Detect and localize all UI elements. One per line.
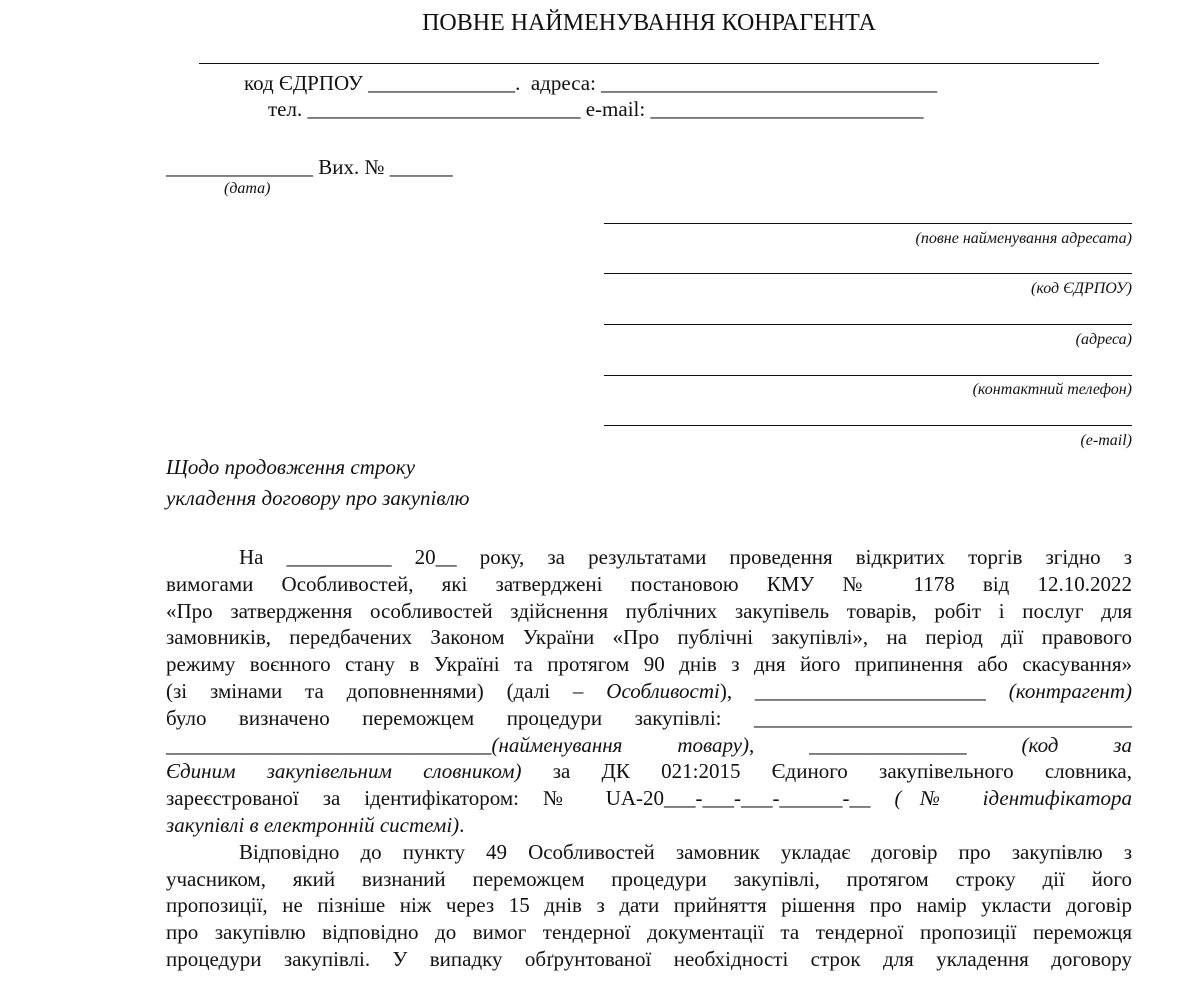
subject-line-1: Щодо продовження строку	[166, 455, 416, 479]
p2-line-2: учасником, який визнаний переможцем процедури закупівлі, протягом строку дії його	[166, 866, 1132, 891]
addressee-address-caption: (адреса)	[1075, 331, 1132, 348]
p1-line-11: закупівлі в електронній системі).	[166, 812, 465, 837]
date-caption: (дата)	[224, 180, 271, 197]
code-address-line: код ЄДРПОУ ______________. адреса: ________________________________	[244, 71, 938, 95]
addressee-name-line	[604, 223, 1132, 224]
outgoing-number-line: ______________ Вих. № ______	[166, 155, 453, 179]
p1-line-4: замовників, передбачених Законом України «Про публічні закупівлі», на період дії правового	[166, 625, 1132, 650]
p2-line-1: Відповідно до пункту 49 Особливостей замовник укладає договір про закупівлю з	[239, 839, 1132, 864]
addressee-code-caption: (код ЄДРПОУ)	[1030, 280, 1132, 297]
p1-line-6: (зі змінами та доповненнями) (далі – Особливості), ______________________ (контрагент)	[166, 678, 1132, 703]
p2-line-4: про закупівлю відповідно до вимог тендерної документації та тендерної пропозиції переможця	[166, 920, 1132, 945]
addressee-name-caption: (повне найменування адресата)	[915, 230, 1132, 247]
addressee-email-line	[604, 425, 1132, 426]
phone-email-line: тел. __________________________ e-mail: __________________________	[268, 97, 924, 121]
p1-line-1: На __________ 20__ року, за результатами проведення відкритих торгів згідно з	[239, 545, 1132, 569]
addressee-email-caption: (e-mail)	[1080, 432, 1132, 449]
p1-line-8: _______________________________(найменування товару), _______________ (код за	[166, 732, 1132, 757]
header-underline	[199, 63, 1099, 64]
p1-line-5: режиму воєнного стану в Україні та протягом 90 днів з дня його припинення або скасування»	[166, 652, 1132, 677]
p1-line-9: Єдиним закупівельним словником) за ДК 021:2015 Єдиного закупівельного словника,	[166, 759, 1133, 784]
paragraph-2	[166, 839, 1132, 973]
paragraph-1	[166, 544, 1132, 839]
addressee-phone-caption: (контактний телефон)	[972, 381, 1132, 398]
p1-line-10: зареєстрованої за ідентифікатором: № UA-20___-___-___-______-__ (№ ідентифікатора	[166, 786, 1132, 811]
p1-line-3: «Про затвердження особливостей здійснення публічних закупівель товарів, робіт і послуг для	[166, 598, 1132, 623]
addressee-code-line	[604, 273, 1132, 274]
p1-line-7: було визначено переможцем процедури закупівлі: ____________________________________	[166, 705, 1132, 730]
p2-line-5: процедури закупівлі. У випадку обґрунтованої необхідності строк для укладення договору	[166, 946, 1132, 971]
p2-line-3: пропозиції, не пізніше ніж через 15 днів з дати прийняття рішення про намір укласти договір	[166, 893, 1132, 918]
addressee-address-line	[604, 324, 1132, 325]
subject-line-2: укладення договору про закупівлю	[166, 486, 470, 510]
p1-line-2: вимогами Особливостей, які затверджені постановою КМУ № 1178 від 12.10.2022	[166, 571, 1132, 596]
counterparty-title: ПОВНЕ НАЙМЕНУВАННЯ КОНРАГЕНТА	[422, 10, 876, 36]
addressee-phone-line	[604, 375, 1132, 376]
letter-body	[166, 544, 1132, 973]
